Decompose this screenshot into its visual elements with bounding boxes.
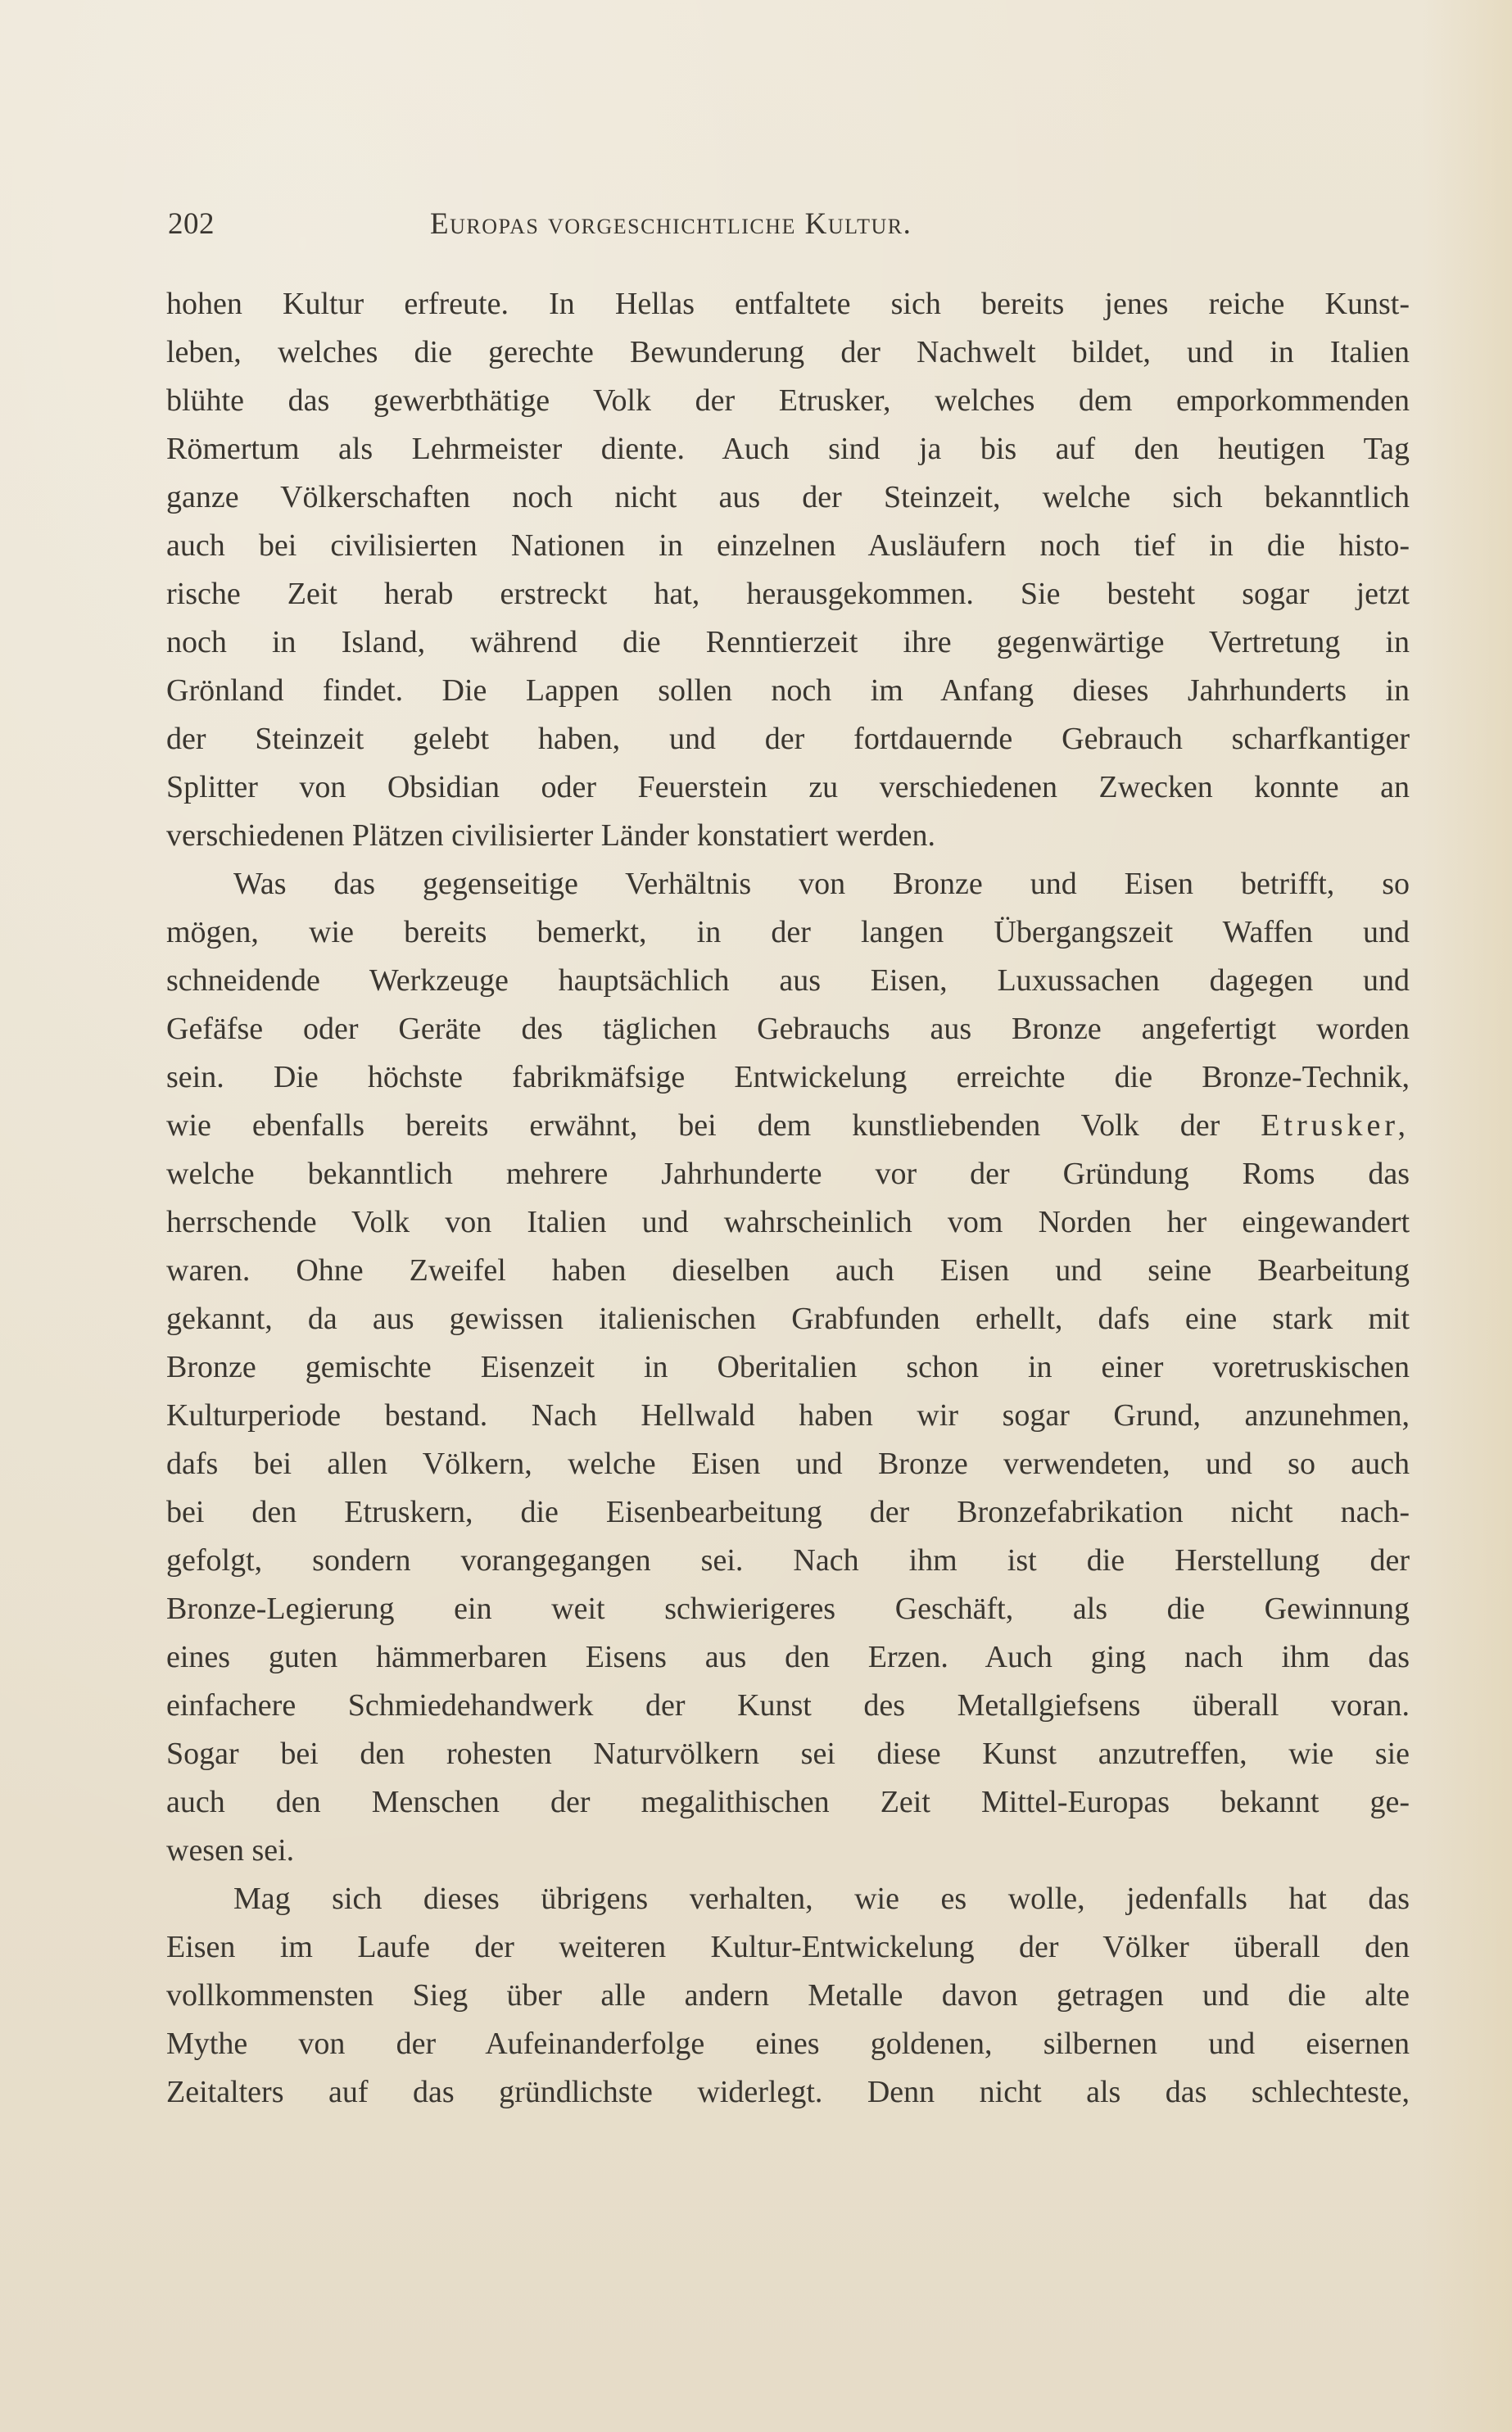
text-line: rische Zeit herab erstreckt hat, herausgekommen. Sie besteht sogar jetzt (166, 577, 1410, 611)
text-line: leben, welches die gerechte Bewunderung der Nachwelt bildet, und in Italien (166, 335, 1410, 369)
text-line: auch bei civilisierten Nationen in einzelnen Ausläufern noch tief in die histo- (166, 528, 1410, 563)
text-line: ganze Völkerschaften noch nicht aus der Steinzeit, welche sich bekanntlich (166, 480, 1410, 514)
text-line: Bronze gemischte Eisenzeit in Oberitalien schon in einer voretruskischen (166, 1350, 1410, 1384)
text-line: der Steinzeit gelebt haben, und der fortdauernde Gebrauch scharfkantiger (166, 722, 1410, 756)
text-line: schneidende Werkzeuge hauptsächlich aus Eisen, Luxussachen dagegen und (166, 963, 1410, 998)
text-line: gefolgt, sondern vorangegangen sei. Nach ihm ist die Herstellung der (166, 1543, 1410, 1578)
page-number: 202 (168, 207, 215, 241)
text-line-with-spaced-word (166, 1102, 1410, 1150)
text-line: blühte das gewerbthätige Volk der Etrusker, welches dem emporkommenden (166, 383, 1410, 418)
text-line: dafs bei allen Völkern, welche Eisen und Bronze verwendeten, und so auch (166, 1447, 1410, 1481)
text-segment: wie ebenfalls bereits erwähnt, bei dem kunstliebenden Volk der (166, 1108, 1220, 1143)
text-line: eines guten hämmerbaren Eisens aus den Erzen. Auch ging nach ihm das (166, 1640, 1410, 1674)
text-line: Grönland findet. Die Lappen sollen noch im Anfang dieses Jahrhunderts in (166, 673, 1410, 708)
page-header (168, 200, 1384, 249)
text-line: Sogar bei den rohesten Naturvölkern sei diese Kunst anzutreffen, wie sie (166, 1737, 1410, 1771)
text-line: sein. Die höchste fabrikmäfsige Entwickelung erreichte die Bronze-Technik, (166, 1060, 1410, 1094)
running-title: Europas vorgeschichtliche Kultur. (430, 207, 912, 241)
text-line: bei den Etruskern, die Eisenbearbeitung der Bronzefabrikation nicht nach- (166, 1495, 1410, 1529)
paragraph-start-line: Was das gegenseitige Verhältnis von Bronze und Eisen betrifft, so (233, 867, 1410, 901)
paragraph-end-line: verschiedenen Plätzen civilisierter Länder konstatiert werden. (166, 818, 936, 853)
text-line: Zeitalters auf das gründlichste widerlegt. Denn nicht als das schlechteste, (166, 2075, 1410, 2109)
text-line: Römertum als Lehrmeister diente. Auch sind ja bis auf den heutigen Tag (166, 432, 1410, 466)
text-line: hohen Kultur erfreute. In Hellas entfaltete sich bereits jenes reiche Kunst- (166, 287, 1410, 321)
text-line: welche bekanntlich mehrere Jahrhunderte vor der Gründung Roms das (166, 1157, 1410, 1191)
text-line: Eisen im Laufe der weiteren Kultur-Entwickelung der Völker überall den (166, 1930, 1410, 1964)
text-line: herrschende Volk von Italien und wahrscheinlich vom Norden her eingewandert (166, 1205, 1410, 1239)
text-line: Mythe von der Aufeinanderfolge eines goldenen, silbernen und eisernen (166, 2027, 1410, 2061)
text-line: auch den Menschen der megalithischen Zeit Mittel-Europas bekannt ge- (166, 1785, 1410, 1819)
text-line: Bronze-Legierung ein weit schwierigeres Geschäft, als die Gewinnung (166, 1592, 1410, 1626)
text-line: vollkommensten Sieg über alle andern Metalle davon getragen und die alte (166, 1978, 1410, 2013)
text-line: Splitter von Obsidian oder Feuerstein zu verschiedenen Zwecken konnte an (166, 770, 1410, 804)
body-text (166, 280, 1410, 2117)
page-edge-shadow (1422, 0, 1512, 2432)
paragraph-end-line: wesen sei. (166, 1833, 295, 1868)
spaced-word-etrusker: Etrusker, (1261, 1108, 1410, 1143)
text-line: einfachere Schmiedehandwerk der Kunst des Metallgiefsens überall voran. (166, 1688, 1410, 1723)
paragraph-start-line: Mag sich dieses übrigens verhalten, wie es wolle, jedenfalls hat das (233, 1882, 1410, 1916)
text-line: noch in Island, während die Renntierzeit ihre gegenwärtige Vertretung in (166, 625, 1410, 659)
text-line: waren. Ohne Zweifel haben dieselben auch Eisen und seine Bearbeitung (166, 1253, 1410, 1288)
text-line: gekannt, da aus gewissen italienischen Grabfunden erhellt, dafs eine stark mit (166, 1302, 1410, 1336)
text-line: Gefäfse oder Geräte des täglichen Gebrauchs aus Bronze angefertigt worden (166, 1012, 1410, 1046)
text-line: mögen, wie bereits bemerkt, in der langen Übergangszeit Waffen und (166, 915, 1410, 949)
text-line: Kulturperiode bestand. Nach Hellwald haben wir sogar Grund, anzunehmen, (166, 1398, 1410, 1433)
